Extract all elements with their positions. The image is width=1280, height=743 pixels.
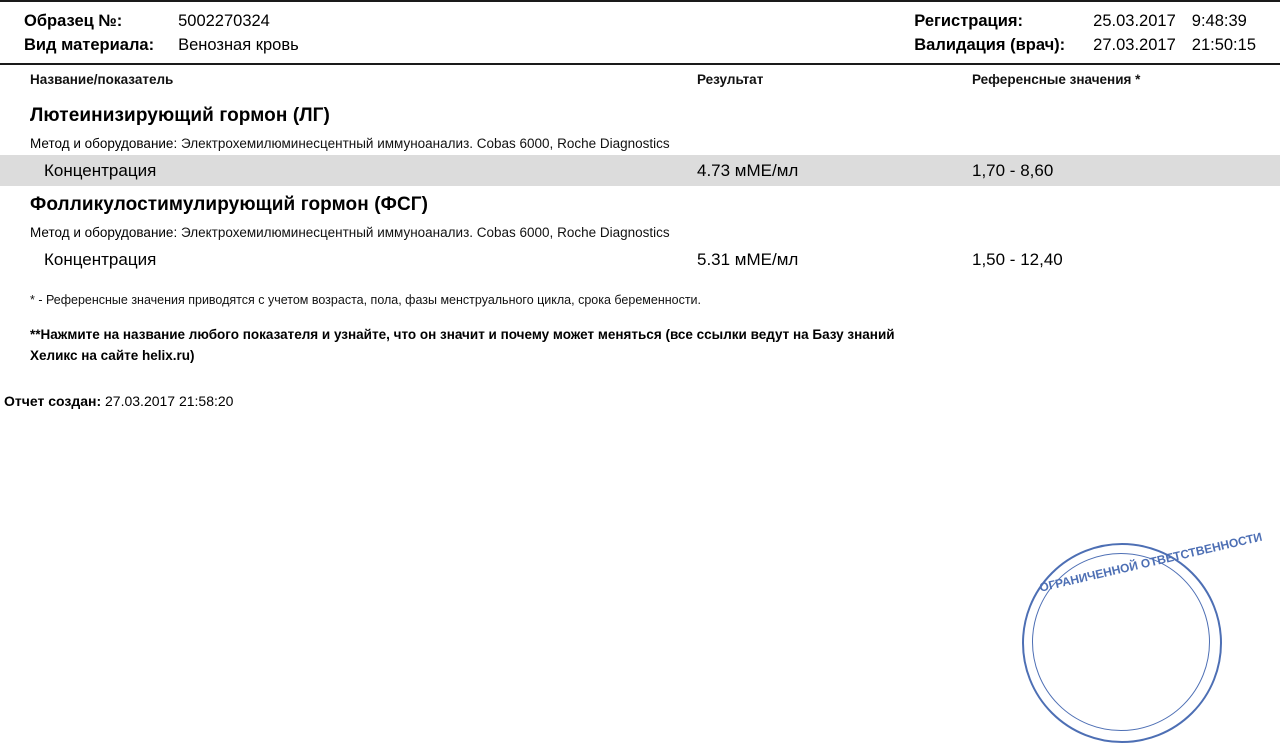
row-result-value: 4.73 мМЕ/мл [697,161,799,180]
validation-date: 27.03.2017 [1093,36,1176,54]
test-method-line [0,134,1280,155]
registration-value [1093,12,1256,31]
method-label: Метод и оборудование: [30,225,178,240]
official-stamp [1022,529,1264,743]
sample-info-block [24,12,299,55]
material-type-label: Вид материала: [24,36,155,54]
stamp-text [1024,529,1264,741]
column-header-result: Результат [697,72,764,87]
knowledge-base-note-line1: **Нажмите на название любого показателя и узнайте, что он значит и почему может меняться (все ссылки ведут на Базу знаний [30,327,895,342]
test-group-title[interactable]: Фолликулостимулирующий гормон (ФСГ) [30,194,429,215]
method-label: Метод и оборудование: [30,136,178,151]
knowledge-base-note-line2: Хеликс на сайте helix.ru) [30,347,195,363]
test-group-title[interactable]: Лютеинизирующий гормон (ЛГ) [30,105,330,126]
method-value: Электрохемилюминесцентный иммуноанализ. Cobas 6000, Roche Diagnostics [180,136,670,151]
validation-label: Валидация (врач): [914,36,1066,54]
table-row[interactable] [0,244,1280,275]
row-reference-range: 1,70 - 8,60 [972,161,1054,180]
test-method-line [0,223,1280,244]
column-header-reference: Референсные значения * [972,72,1141,87]
dates-block [914,12,1256,55]
registration-label: Регистрация: [914,12,1023,30]
report-created-label: Отчет создан: [4,392,102,409]
column-header-name: Название/показатель [30,72,174,87]
row-parameter-name[interactable]: Концентрация [44,250,157,269]
report-created-line [0,367,1280,409]
test-group-fsh [0,186,1280,275]
knowledge-base-note [0,307,1150,367]
report-header [0,2,1280,63]
row-result-value: 5.31 мМЕ/мл [697,250,799,269]
validation-time: 21:50:15 [1191,36,1256,54]
row-reference-range: 1,50 - 12,40 [972,250,1063,269]
reference-footnote: * - Референсные значения приводятся с учетом возраста, пола, фазы менструального цикла, срока беременности. [30,293,702,307]
validation-value [1093,36,1256,55]
test-group-lh [0,97,1280,186]
report-created-value: 27.03.2017 21:58:20 [105,392,234,409]
material-type-value: Венозная кровь [178,36,299,54]
table-row[interactable] [0,155,1280,186]
sample-number-label: Образец №: [24,12,123,30]
method-value: Электрохемилюминесцентный иммуноанализ. Cobas 6000, Roche Diagnostics [180,225,670,240]
registration-date: 25.03.2017 [1093,12,1176,30]
registration-time: 9:48:39 [1191,12,1247,30]
stamp-text-arc: ОГРАНИЧЕННОЙ ОТВЕТСТВЕННОСТИ [1038,529,1264,595]
sample-number-value: 5002270324 [178,12,270,30]
row-parameter-name[interactable]: Концентрация [44,161,157,180]
table-column-headers [0,65,1280,97]
